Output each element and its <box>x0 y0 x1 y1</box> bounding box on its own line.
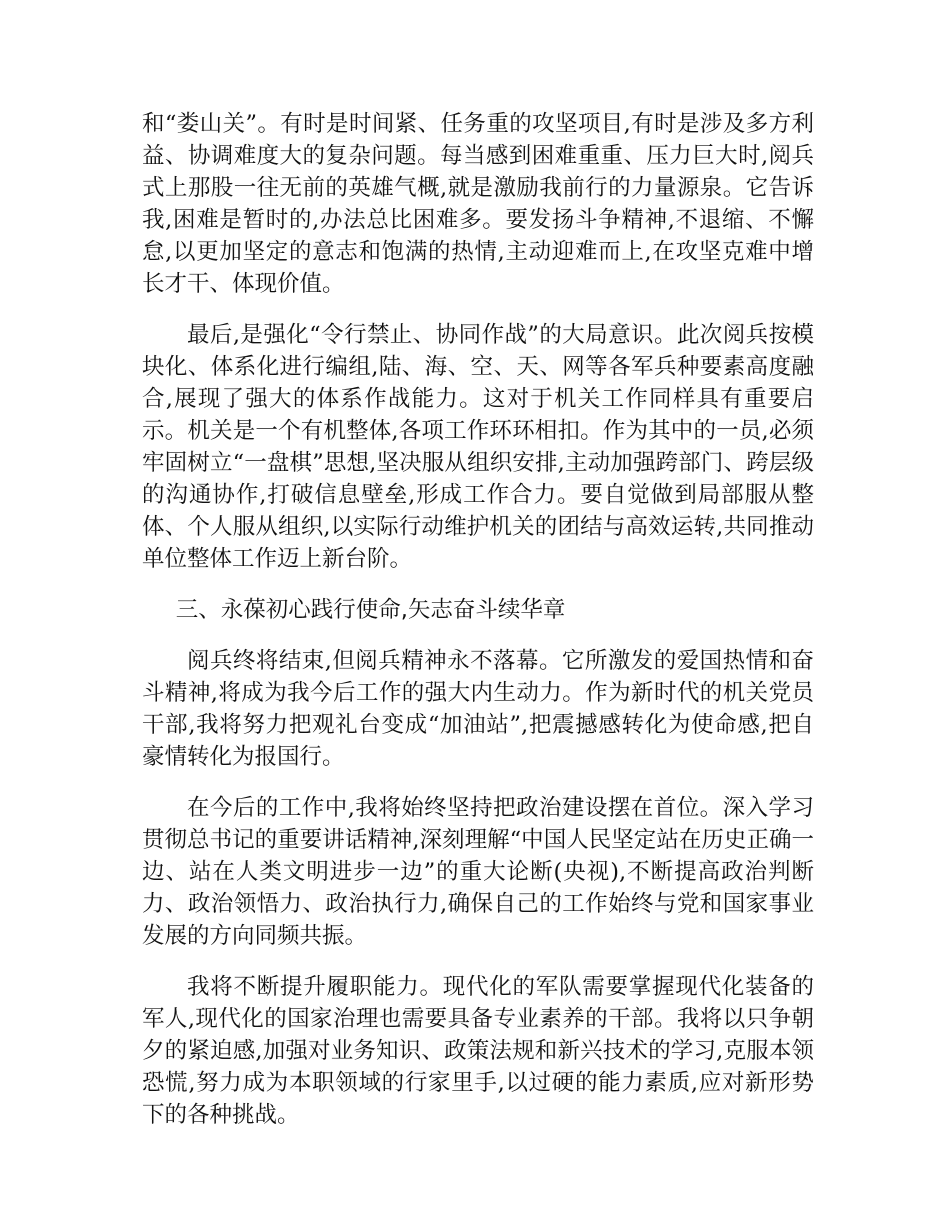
section-heading: 三、永葆初心践行使命,矢志奋斗续华章 <box>175 597 566 623</box>
document-page <box>142 108 814 1150</box>
paragraph-collaboration: 最后,是强化“令行禁止、协同作战”的大局意识。此次阅兵按模块化、体系化进行编组,陆、海、空、天、网等各军兵种要素高度融合,展现了强大的体系作战能力。这对于机关工作同样具有重要启示。机关是一个有机整体,各项工作环环相扣。作为其中的一员,必须牢固树立“一盘棋”思想,坚决服从组织安排,主动加强跨部门、跨层级的沟通协作,打破信息壁垒,形成工作合力。要自觉做到局部服从整体、个人服从组织,以实际行动维护机关的团结与高效运转,共同推动单位整体工作迈上新台阶。 <box>142 322 814 572</box>
paragraph-political-building: 在今后的工作中,我将始终坚持把政治建设摆在首位。深入学习贯彻总书记的重要讲话精神,深刻理解“中国人民坚定站在历史正确一边、站在人类文明进步一边”的重大论断(央视),不断提高政治判断力、政治领悟力、政治执行力,确保自己的工作始终与党和国家事业发展的方向同频共振。 <box>142 795 814 949</box>
paragraph-capability: 我将不断提升履职能力。现代化的军队需要掌握现代化装备的军人,现代化的国家治理也需要具备专业素养的干部。我将以只争朝夕的紧迫感,加强对业务知识、政策法规和新兴技术的学习,克服本领恐慌,努力成为本职领域的行家里手,以过硬的能力素质,应对新形势下的各种挑战。 <box>142 974 814 1128</box>
paragraph-continued: 和“娄山关”。有时是时间紧、任务重的攻坚项目,有时是涉及多方利益、协调难度大的复杂问题。每当感到困难重重、压力巨大时,阅兵式上那股一往无前的英雄气概,就是激励我前行的力量源泉。它告诉我,困难是暂时的,办法总比困难多。要发扬斗争精神,不退缩、不懈怠,以更加坚定的意志和饱满的热情,主动迎难而上,在攻坚克难中增长才干、体现价值。 <box>142 111 814 297</box>
paragraph-parade-spirit: 阅兵终将结束,但阅兵精神永不落幕。它所激发的爱国热情和奋斗精神,将成为我今后工作的强大内生动力。作为新时代的机关党员干部,我将努力把观礼台变成“加油站”,把震撼感转化为使命感,把自豪情转化为报国行。 <box>142 648 814 770</box>
